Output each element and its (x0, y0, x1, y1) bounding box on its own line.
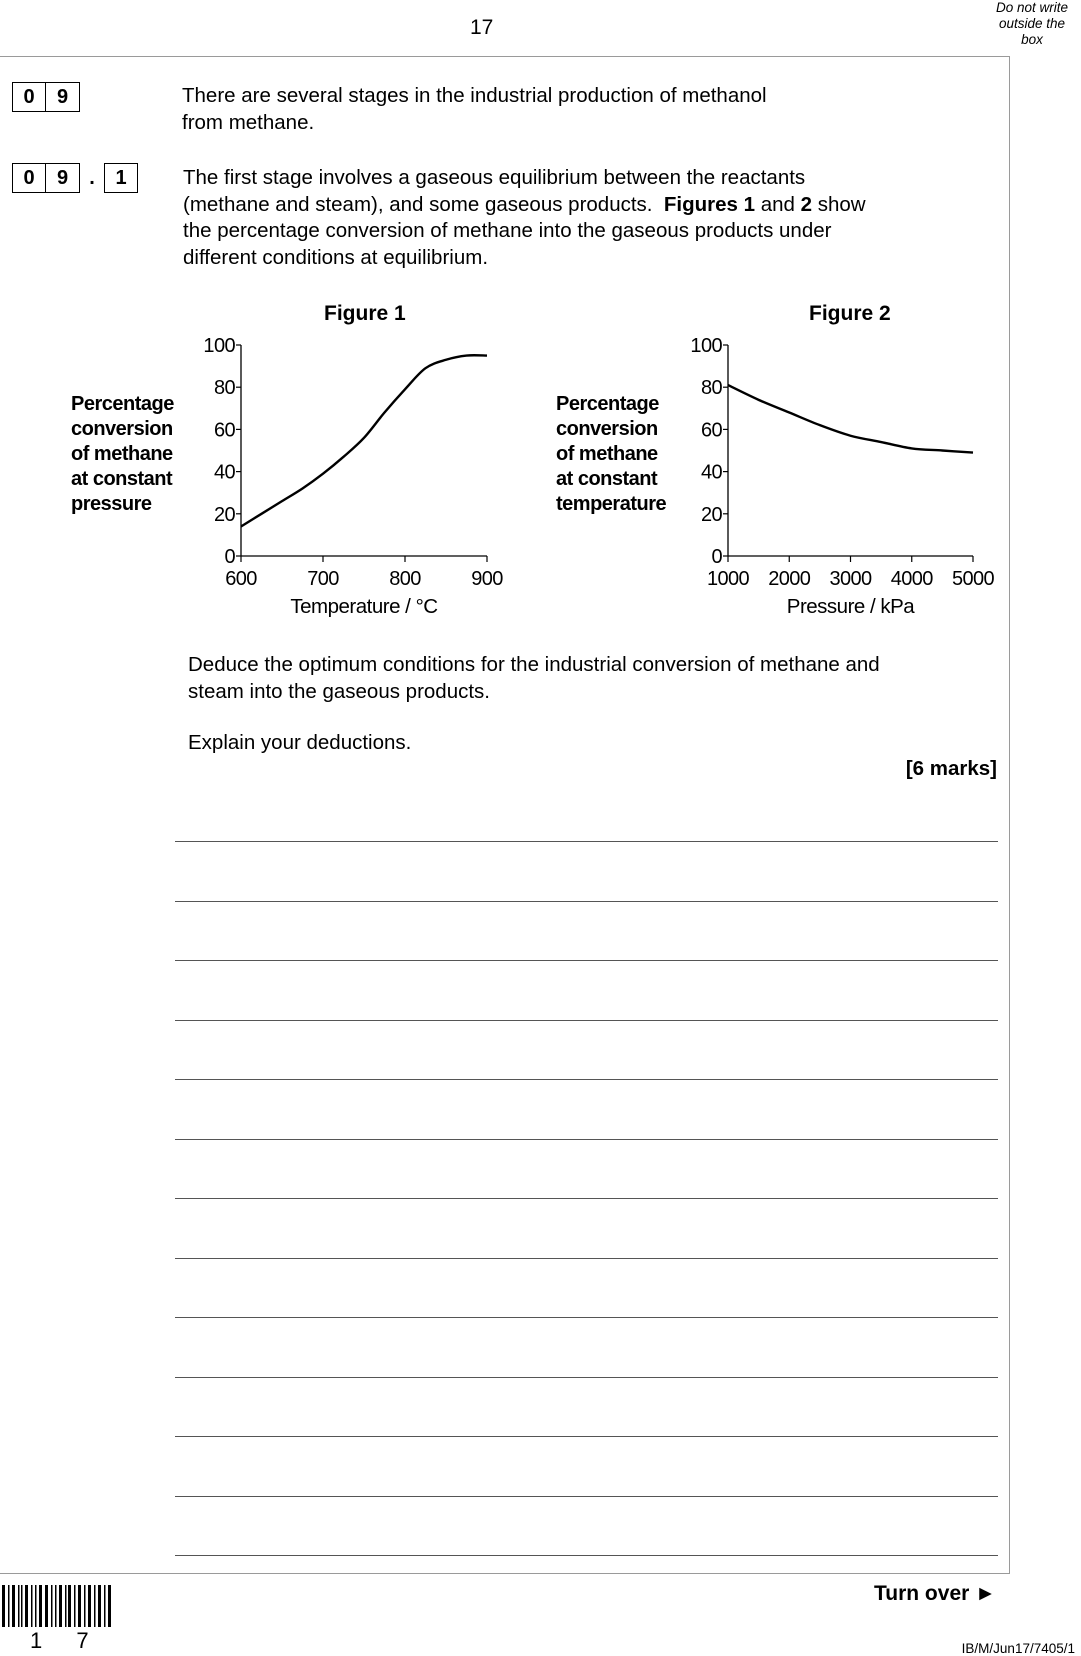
figure-ref: 2 (800, 192, 813, 216)
x-tick-label: 600 (225, 568, 257, 590)
figure-2-chart (0, 0, 1081, 640)
answer-line[interactable] (175, 1139, 998, 1140)
x-axis-label: Temperature / °C (290, 595, 438, 618)
y-tick-label: 40 (213, 461, 235, 484)
stem-line: The first stage involves a gaseous equilibrium between the reactants (183, 166, 806, 189)
part-dot: . (89, 166, 95, 189)
x-tick-label: 1000 (706, 568, 750, 590)
figures-ref: Figures 1 (663, 192, 756, 216)
part-digit: 9 (46, 163, 80, 193)
ylabel-line: at constant (556, 468, 658, 490)
stem-text: and (755, 192, 801, 216)
stem-line: different conditions at equilibrium. (183, 245, 489, 269)
intro-line: There are several stages in the industrial production of methanol (182, 84, 767, 107)
answer-line[interactable] (175, 1079, 998, 1080)
y-tick-label: 60 (213, 419, 235, 442)
question-task (188, 652, 1008, 705)
part-sub-digit: 1 (104, 163, 138, 193)
margin-note-line: Do not write (995, 0, 1069, 15)
turn-over-label: Turn over ► (874, 1582, 996, 1605)
ylabel-line: of methane (71, 443, 173, 465)
ylabel-line: pressure (71, 493, 152, 515)
ylabel-line: Percentage (556, 393, 659, 415)
ylabel-line: Percentage (71, 393, 174, 415)
stem-text: show (812, 192, 866, 216)
figure-2-title: Figure 2 (809, 302, 891, 325)
stem-text: (methane and steam), and some gaseous products. (183, 192, 664, 216)
answer-line[interactable] (175, 1198, 998, 1199)
marks-label: [6 marks] (905, 757, 997, 780)
explain-instruction: Explain your deductions. (188, 731, 412, 754)
question-digit: 0 (12, 82, 46, 112)
page-number: 17 (470, 16, 494, 39)
answer-line[interactable] (175, 1436, 998, 1437)
ylabel-line: temperature (556, 493, 667, 515)
stem-line: the percentage conversion of methane into the gaseous products under (183, 219, 832, 242)
answer-line[interactable] (175, 1258, 998, 1259)
y-tick-label: 100 (690, 335, 722, 357)
ylabel-line: of methane (556, 443, 658, 465)
barcode-number: 1 7 (30, 1628, 103, 1653)
answer-line[interactable] (175, 1496, 998, 1497)
answer-line[interactable] (175, 1020, 998, 1021)
ylabel-line: conversion (71, 418, 173, 440)
y-tick-label: 0 (224, 546, 235, 568)
task-line: Deduce the optimum conditions for the industrial conversion of methane and (188, 653, 880, 676)
answer-line[interactable] (175, 901, 998, 902)
x-tick-label: 800 (389, 568, 421, 590)
answer-line[interactable] (175, 1317, 998, 1318)
question-digit: 9 (46, 82, 80, 112)
y-tick-label: 0 (711, 546, 722, 568)
margin-note-line: outside the (998, 16, 1066, 31)
y-tick-label: 80 (213, 377, 235, 400)
answer-line[interactable] (175, 841, 998, 842)
answer-line[interactable] (175, 1555, 998, 1556)
margin-note-line: box (1021, 32, 1043, 47)
answer-line[interactable] (175, 960, 998, 961)
x-tick-label: 4000 (890, 568, 933, 590)
intro-line: from methane. (182, 110, 315, 134)
figure-1-title: Figure 1 (324, 302, 406, 325)
x-tick-label: 2000 (768, 568, 811, 590)
ylabel-line: at constant (71, 468, 173, 490)
x-axis-label: Pressure / kPa (786, 595, 915, 618)
y-tick-label: 20 (700, 503, 722, 526)
y-tick-label: 80 (700, 377, 722, 400)
x-tick-label: 3000 (829, 568, 872, 590)
ylabel-line: conversion (556, 418, 658, 440)
y-tick-label: 100 (203, 335, 235, 357)
paper-code: IB/M/Jun17/7405/1 (961, 1641, 1075, 1656)
answer-line[interactable] (175, 1377, 998, 1378)
x-tick-label: 700 (307, 568, 339, 590)
series-line (728, 385, 973, 453)
y-tick-label: 60 (700, 419, 722, 442)
task-line: steam into the gaseous products. (188, 679, 490, 703)
y-tick-label: 20 (213, 503, 235, 526)
x-tick-label: 900 (471, 568, 503, 590)
y-tick-label: 40 (700, 461, 722, 484)
part-digit: 0 (12, 163, 46, 193)
x-tick-label: 5000 (951, 568, 995, 590)
